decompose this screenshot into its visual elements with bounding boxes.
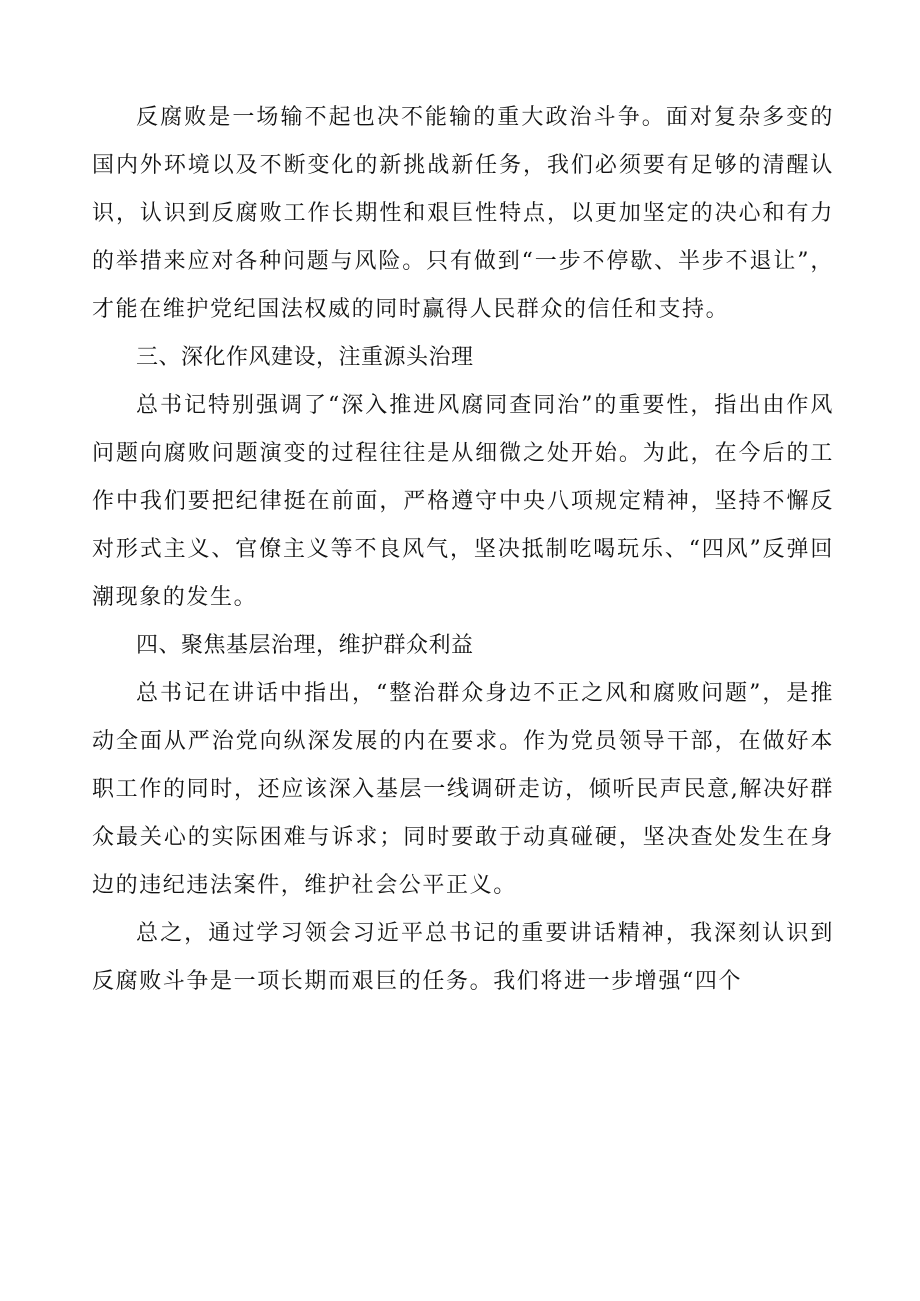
- paragraph-grassroots-governance: 总书记在讲话中指出，“整治群众身边不正之风和腐败问题”，是推动全面从严治党向纵深发展的内在要求。作为党员领导干部，在做好本职工作的同时，还应该深入基层一线调研走访，倾听民声民意,解决好群众最关心的实际困难与诉求；同时要敢于动真碰硬，坚决查处发生在身边的违纪违法案件，维护社会公平正义。: [92, 681, 834, 898]
- paragraph-work-style: 总书记特别强调了“深入推进风腐同查同治”的重要性，指出由作风问题向腐败问题演变的过程往往是从细微之处开始。为此，在今后的工作中我们要把纪律挺在前面，严格遵守中央八项规定精神，坚持不懈反对形式主义、官僚主义等不良风气，坚决抵制吃喝玩乐、“四风”反弹回潮现象的发生。: [92, 393, 834, 610]
- section-heading-three: 三、深化作风建设，注重源头治理: [136, 345, 474, 370]
- paragraph-conclusion: 总之，通过学习领会习近平总书记的重要讲话精神，我深刻认识到反腐败斗争是一项长期而艰巨的任务。我们将进一步增强“四个: [92, 921, 834, 994]
- paragraph-anti-corruption-struggle: 反腐败是一场输不起也决不能输的重大政治斗争。面对复杂多变的国内外环境以及不断变化的新挑战新任务，我们必须要有足够的清醒认识，认识到反腐败工作长期性和艰巨性特点，以更加坚定的决心和有力的举措来应对各种问题与风险。只有做到“一步不停歇、半步不退让”，才能在维护党纪国法权威的同时赢得人民群众的信任和支持。: [92, 105, 834, 322]
- section-heading-four: 四、聚焦基层治理，维护群众利益: [136, 633, 474, 658]
- document-body: [92, 94, 834, 1006]
